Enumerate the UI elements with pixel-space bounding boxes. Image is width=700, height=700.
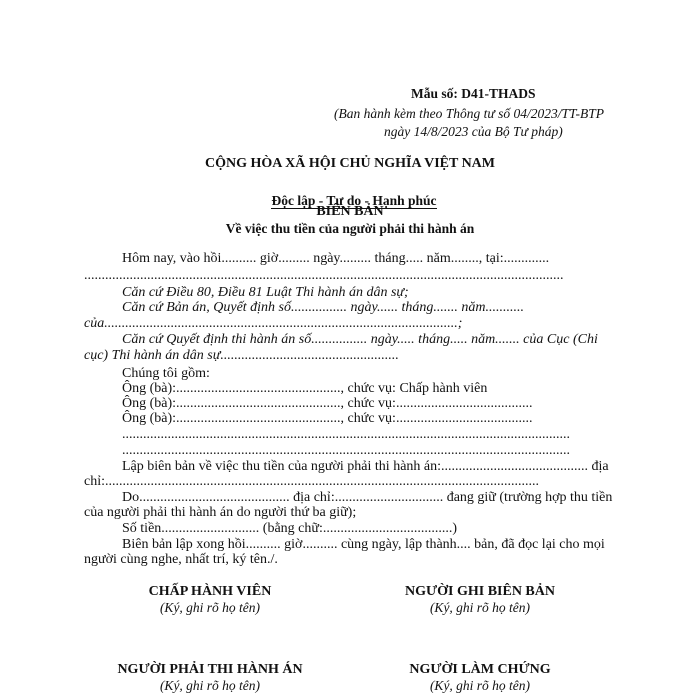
basis-judgment: Căn cứ Bản án, Quyết định số................ ngày...... tháng....... năm........... (122, 300, 524, 315)
basis-enforcement-decision: Căn cứ Quyết định thi hành án số................ ngày..... tháng..... năm....... của Cục (Chi (122, 332, 598, 347)
participant-3: Ông (bà):..............................................., chức vụ:....................................... (122, 411, 533, 426)
holder-line: Do........................................... địa chỉ:............................... đang giữ (trường hợp thu tiền (122, 490, 613, 505)
signature-note-enforcer: (Ký, ghi rõ họ tên) (159, 600, 261, 615)
signature-note-witness: (Ký, ghi rõ họ tên) (429, 678, 531, 693)
signature-title-witness: NGƯỜI LÀM CHỨNG (409, 662, 551, 677)
participant-dots-2: ................................................................................................................................ (122, 443, 570, 458)
country-name: CỘNG HÒA XÃ HỘI CHỦ NGHĨA VIỆT NAM (204, 156, 495, 171)
issued-by-line1: (Ban hành kèm theo Thông tư số 04/2023/TT-BTP (334, 106, 604, 121)
body-line-date-place: Hôm nay, vào hồi.......... giờ......... ngày......... tháng..... năm........, tại:............. (122, 251, 550, 266)
participants-heading: Chúng tôi gồm: (122, 366, 210, 381)
issued-by-line2: ngày 14/8/2023 của Bộ Tư pháp) (384, 124, 563, 139)
holder-line-cont: của người phải thi hành án do người thứ ba giữ); (84, 505, 357, 520)
signature-title-debtor: NGƯỜI PHẢI THI HÀNH ÁN (117, 662, 303, 677)
closing-line: Biên bản lập xong hồi.......... giờ.......... cùng ngày, lập thành.... bản, đã đọc lại cho mọi (122, 537, 605, 552)
signature-title-recorder: NGƯỜI GHI BIÊN BẢN (404, 584, 555, 599)
closing-line-cont: người cùng nghe, nhất trí, ký tên./. (84, 552, 278, 567)
record-purpose: Lập biên bản về việc thu tiền của người phải thi hành án:.......................................... địa (122, 459, 609, 474)
document-subtitle: Về việc thu tiền của người phải thi hành án (225, 221, 475, 236)
record-address: chỉ:............................................................................................................................ (84, 474, 539, 489)
amount-line: Số tiền............................ (bằng chữ:.....................................) (122, 521, 458, 536)
signature-note-debtor: (Ký, ghi rõ họ tên) (159, 678, 261, 693)
basis-enforcement-decision-cont: cục) Thi hành án dân sự................................................... (84, 348, 399, 363)
participant-dots-1: ................................................................................................................................ (122, 427, 570, 442)
basis-law: Căn cứ Điều 80, Điều 81 Luật Thi hành án dân sự; (122, 285, 409, 300)
body-line-place-dots: ......................................................................................................................................... (84, 268, 564, 283)
participant-2: Ông (bà):..............................................., chức vụ:....................................... (122, 396, 533, 411)
basis-judgment-cont: của.....................................................................................................; (84, 316, 463, 331)
document-title: BIÊN BẢN (316, 204, 384, 219)
motto: Độc lập - Tự do - Hạnh phúc (271, 193, 437, 208)
signature-title-enforcer: CHẤP HÀNH VIÊN (148, 584, 272, 599)
form-number: Mẫu số: D41-THADS (411, 86, 536, 101)
signature-note-recorder: (Ký, ghi rõ họ tên) (429, 600, 531, 615)
participant-1: Ông (bà):..............................................., chức vụ: Chấp hành viên (122, 381, 488, 396)
